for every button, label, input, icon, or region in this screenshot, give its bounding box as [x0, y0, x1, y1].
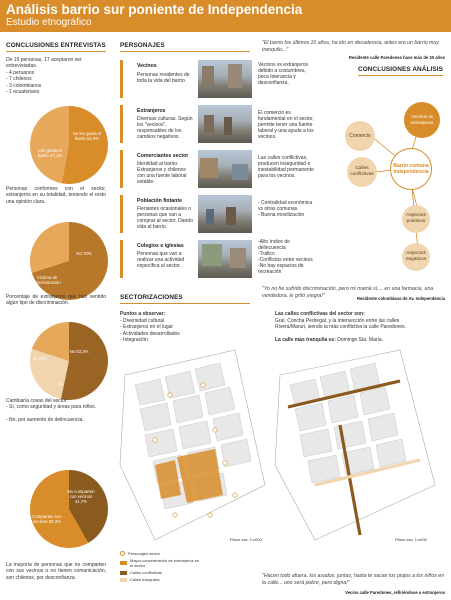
pie3-caption: Cambiaría cosas del sector: - Sí, como seguridad y áreas para niños. - No, por aumento de delincuencia.	[6, 398, 97, 424]
personaje-bar	[120, 240, 123, 278]
observacion-text: El comercio es fundamental en el sector, permite tener una fuente laboral y una ayuda a los vecinos.	[258, 110, 314, 141]
pie-chart-gusta-barrio	[30, 106, 108, 184]
analisis-node-positivos: Aspectos positivos	[402, 205, 430, 233]
analisis-node-comercio: Comercio	[345, 121, 375, 151]
puntos-list: - Diversidad cultural - Extranjeros en el lugar - Actividades desarrollados - Integración	[120, 318, 180, 344]
observacion-text: Vecinos vs extranjeros debido a costumbres, poca tolerancia y desconfianza.	[258, 62, 309, 87]
puntos-title: Puntos a observar:	[120, 311, 166, 317]
map-calles	[270, 345, 448, 545]
pie1-label-no: No les gusta el barrio 52,9%	[72, 131, 102, 141]
tranquila-line	[275, 337, 445, 343]
personaje-desc: Identidad al barrio. Extranjeros y chilenos con una fuente laboral estable.	[137, 161, 187, 186]
pie1-caption: Personas conformes con el sector, extranjeros en su totalidad, teniendo el resto una opinión clara.	[6, 186, 106, 205]
quote-top-author: Residente calle Paredones hace más de 30 años	[348, 55, 445, 60]
personaje-photo	[198, 195, 252, 233]
legend-item: Calles conflictivas	[120, 570, 270, 575]
legend-item: Mayor concentración de extranjeros en el sector	[120, 558, 270, 568]
plano2-label: Plano esc. 1:x000	[395, 537, 427, 542]
intro-text: De 19 personas, 17 aceptaron ser entrevistadas. - 4 peruanos - 7 chilenos - 3 colombianos - 1 ecuatoriano	[6, 57, 82, 95]
analisis-node-calles: Calles conflictivas	[347, 157, 377, 187]
tranquila-label: La calle más tranquila es:	[275, 337, 336, 343]
pie3-label-si: Sí 20%	[33, 356, 47, 361]
calles-title: Las calles conflictivas del sector son:	[275, 311, 365, 317]
legend-item: Calles tranquilas	[120, 577, 270, 582]
analisis-node-negativos: Aspectos negativos	[402, 243, 430, 271]
analisis-node-vecinos: Vecinos vs extranjeros	[404, 102, 440, 138]
pie3-label-no: No 53,3%	[69, 349, 89, 354]
plano1-label: Plano esc. 1:x000	[230, 537, 262, 542]
observacion-text: -Alto índice de delincuencia -Tráfico -Conflictos entre vecinos -No hay espacios de recreación	[258, 239, 313, 276]
section-title-conclusiones-analisis: CONCLUSIONES ANÁLISIS	[358, 66, 443, 73]
pie2-label-si: Sí	[40, 290, 46, 295]
quote-top: "El barrio los últimos 10 años, ha ido en decadencia, antes era un barrio muy tranquilo..."	[262, 40, 439, 53]
personaje-photo	[198, 105, 252, 143]
pie2-label-victima: Víctima de discriminación	[33, 275, 61, 285]
personaje-bar	[120, 150, 123, 188]
personaje-title: Extranjeros	[137, 108, 166, 114]
section-rule	[120, 303, 250, 304]
pie2-label-no: No 70%	[76, 251, 92, 256]
section-rule	[6, 51, 106, 52]
map-personajes	[115, 345, 273, 545]
legend-item: Personajes sector	[120, 551, 270, 556]
pie1-label-si: Les gusta el barrio 47,1%	[37, 148, 63, 158]
tranquila-value: Domingo Sta. María.	[337, 337, 384, 343]
section-title-conclusiones-entrevistas: CONCLUSIONES ENTREVISTAS	[6, 42, 106, 49]
personaje-desc: Diversas culturas. Según los "vecinos", responsables de los cambios negativos.	[137, 116, 193, 141]
personaje-title: Colegios e iglesias	[137, 243, 184, 249]
pie3-label-si2: Sí	[57, 382, 63, 387]
personaje-photo	[198, 240, 252, 278]
personaje-photo	[198, 60, 252, 98]
observacion-text: Las calles conflictivas, producen inseguridad e inestabilidad permanente para los vecinos.	[258, 155, 314, 180]
quote-bottom-author: Vecina calle Paredones, refiriéndose a extranjeros	[345, 590, 445, 595]
observacion-text: - Centralidad económica vs otras comunas. - Buena movilización	[258, 200, 313, 219]
pie4-caption: La mayoría de personas que no comparten con sus vecinos o no tienen comunicación, son chilenos, por desconfianza.	[6, 562, 106, 581]
pie4-label-no: No comparten con vecinos 41,7%	[67, 489, 95, 504]
analisis-node-center: Barrio comuna Independencia	[390, 148, 432, 190]
section-title-sectorizaciones: SECTORIZACIONES	[120, 294, 183, 301]
quote-bottom: "Hacen todo afuera, los asados, juntas, hasta te sacan los piojos a los niños en la calle... uno será pobre, pero digna!"	[262, 573, 445, 586]
pie-chart-comparten	[30, 470, 108, 548]
pie4-label-si: Comparten con vecinos 58,3%	[32, 514, 62, 524]
pie2-caption: Porcentaje de extranjeros que han sentido algún tipo de discriminación.	[6, 294, 106, 307]
section-rule	[120, 51, 250, 52]
personaje-title: Comerciantes sector	[137, 153, 189, 159]
personaje-bar	[120, 105, 123, 143]
personaje-title: Vecinos	[137, 63, 157, 69]
personaje-photo	[198, 150, 252, 188]
calles-text: Gral. Concha Pedregal, y la intersección entre las calles Rivera/Maruri, siendo la más conflictiva la calle Paredones.	[275, 318, 406, 331]
personaje-desc: Fieriantes ocasionales o personas que van a comprar al sector. Dando vida al barrio.	[137, 206, 193, 231]
personaje-desc: Personas residentes de toda la vida del barrio.	[137, 72, 190, 85]
personaje-bar	[120, 195, 123, 233]
personaje-title: Población flotante	[137, 198, 182, 204]
quote-mid: "Yo no he sufrido discriminación, pero mi mamá sí,... en una farmacia, una vendedora, le gritó ¡negra!"	[262, 286, 434, 299]
page-title: Análisis barrio sur poniente de Independencia	[6, 2, 303, 17]
personaje-bar	[120, 60, 123, 98]
map-legend	[120, 551, 270, 582]
section-title-personajes: PERSONAJES	[120, 42, 165, 49]
section-rule	[358, 75, 443, 76]
quote-mid-author: Residente colombiana de Av. Independencia	[356, 296, 445, 301]
personaje-desc: Personas que van a realizar una actividad específica al sector.	[137, 251, 185, 270]
pie-chart-discriminacion	[30, 222, 108, 300]
page-subtitle: Estudio etnográfico	[6, 17, 92, 28]
